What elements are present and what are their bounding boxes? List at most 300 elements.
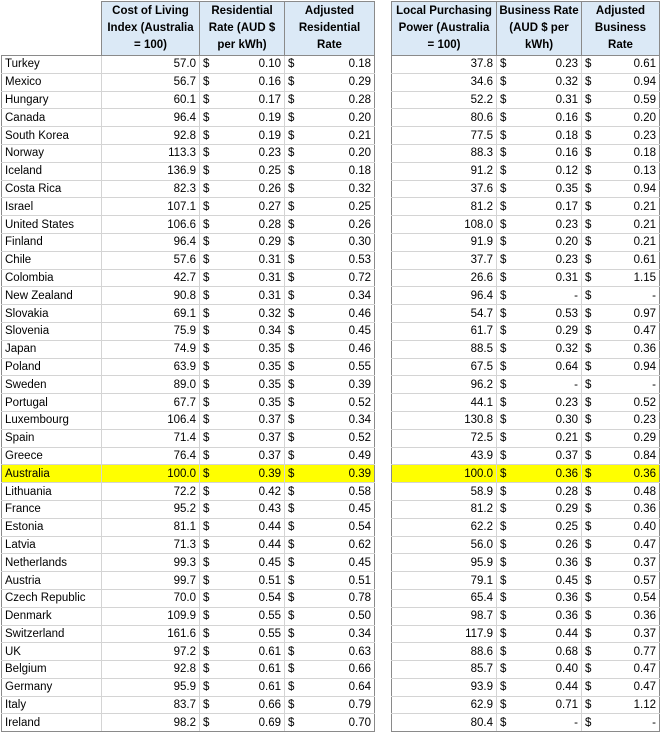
residential-rate-cell: 0.39 <box>214 465 285 483</box>
local-purchasing-power-cell: 37.8 <box>392 56 497 74</box>
currency-symbol: $ <box>200 269 214 287</box>
currency-symbol: $ <box>582 91 596 109</box>
local-purchasing-power-cell: 65.4 <box>392 589 497 607</box>
table-row <box>2 144 375 162</box>
table-row <box>392 714 660 732</box>
adjusted-residential-rate-cell: 0.58 <box>299 483 375 501</box>
table-row <box>392 572 660 590</box>
currency-symbol: $ <box>497 376 511 394</box>
table-row <box>392 340 660 358</box>
table-row <box>2 589 375 607</box>
currency-symbol: $ <box>497 589 511 607</box>
business-rate-cell: 0.23 <box>511 56 582 74</box>
local-purchasing-power-cell: 77.5 <box>392 127 497 145</box>
local-purchasing-power-cell: 52.2 <box>392 91 497 109</box>
cost-of-living-cell: 109.9 <box>102 607 200 625</box>
cost-of-living-cell: 76.4 <box>102 447 200 465</box>
adjusted-business-rate-cell: 0.20 <box>596 109 660 127</box>
currency-symbol: $ <box>285 180 299 198</box>
residential-rate-cell: 0.31 <box>214 251 285 269</box>
table-row <box>392 73 660 91</box>
cost-of-living-cell: 107.1 <box>102 198 200 216</box>
table-row <box>392 91 660 109</box>
table-row <box>392 233 660 251</box>
country-cell: Sweden <box>2 376 102 394</box>
adjusted-residential-rate-cell: 0.39 <box>299 465 375 483</box>
residential-rate-cell: 0.43 <box>214 500 285 518</box>
currency-symbol: $ <box>497 678 511 696</box>
residential-table <box>1 1 375 732</box>
residential-rate-cell: 0.61 <box>214 643 285 661</box>
currency-symbol: $ <box>582 411 596 429</box>
business-rate-cell: 0.35 <box>511 180 582 198</box>
table-row <box>392 678 660 696</box>
adjusted-business-rate-cell: 0.13 <box>596 162 660 180</box>
currency-symbol: $ <box>200 554 214 572</box>
table-row <box>2 305 375 323</box>
local-purchasing-power-cell: 88.6 <box>392 643 497 661</box>
currency-symbol: $ <box>497 607 511 625</box>
currency-symbol: $ <box>200 447 214 465</box>
local-purchasing-power-cell: 72.5 <box>392 429 497 447</box>
country-cell: Iceland <box>2 162 102 180</box>
adjusted-residential-rate-cell: 0.63 <box>299 643 375 661</box>
currency-symbol: $ <box>285 500 299 518</box>
adjusted-business-rate-cell: 1.15 <box>596 269 660 287</box>
currency-symbol: $ <box>285 536 299 554</box>
currency-symbol: $ <box>582 572 596 590</box>
residential-rate-cell: 0.35 <box>214 394 285 412</box>
table-row <box>392 322 660 340</box>
table-row <box>2 429 375 447</box>
cost-of-living-cell: 96.4 <box>102 109 200 127</box>
currency-symbol: $ <box>497 714 511 732</box>
currency-symbol: $ <box>497 305 511 323</box>
country-cell: Mexico <box>2 73 102 91</box>
cost-of-living-cell: 136.9 <box>102 162 200 180</box>
residential-table-body <box>2 56 375 732</box>
currency-symbol: $ <box>200 91 214 109</box>
currency-symbol: $ <box>200 429 214 447</box>
residential-rate-cell: 0.19 <box>214 109 285 127</box>
currency-symbol: $ <box>285 269 299 287</box>
adjusted-residential-rate-cell: 0.79 <box>299 696 375 714</box>
adjusted-business-rate-cell: 0.94 <box>596 180 660 198</box>
adjusted-business-rate-cell: 0.37 <box>596 625 660 643</box>
business-table-body <box>392 56 660 732</box>
adjusted-business-rate-cell: 0.21 <box>596 198 660 216</box>
table-row <box>392 144 660 162</box>
currency-symbol: $ <box>200 625 214 643</box>
business-rate-cell: - <box>511 714 582 732</box>
adjusted-business-rate-cell: 0.40 <box>596 518 660 536</box>
local-purchasing-power-cell: 80.6 <box>392 109 497 127</box>
cost-of-living-cell: 81.1 <box>102 518 200 536</box>
local-purchasing-power-cell: 54.7 <box>392 305 497 323</box>
currency-symbol: $ <box>200 572 214 590</box>
table-row <box>392 447 660 465</box>
currency-symbol: $ <box>285 233 299 251</box>
residential-rate-cell: 0.34 <box>214 322 285 340</box>
country-cell: Switzerland <box>2 625 102 643</box>
currency-symbol: $ <box>497 269 511 287</box>
currency-symbol: $ <box>582 678 596 696</box>
adjusted-business-rate-cell: 0.48 <box>596 483 660 501</box>
local-purchasing-power-cell: 44.1 <box>392 394 497 412</box>
cost-of-living-cell: 106.4 <box>102 411 200 429</box>
table-row <box>2 536 375 554</box>
currency-symbol: $ <box>200 394 214 412</box>
currency-symbol: $ <box>200 305 214 323</box>
adjusted-residential-rate-cell: 0.34 <box>299 625 375 643</box>
adjusted-residential-rate-cell: 0.53 <box>299 251 375 269</box>
residential-rate-cell: 0.55 <box>214 607 285 625</box>
left-header-row <box>2 2 375 56</box>
adjusted-business-rate-cell: 0.84 <box>596 447 660 465</box>
country-cell: Slovakia <box>2 305 102 323</box>
currency-symbol: $ <box>497 127 511 145</box>
country-cell: Latvia <box>2 536 102 554</box>
table-row <box>2 340 375 358</box>
table-row <box>392 394 660 412</box>
local-purchasing-power-cell: 43.9 <box>392 447 497 465</box>
currency-symbol: $ <box>200 162 214 180</box>
adjusted-business-rate-cell: 0.47 <box>596 536 660 554</box>
cost-of-living-cell: 95.9 <box>102 678 200 696</box>
currency-symbol: $ <box>582 429 596 447</box>
currency-symbol: $ <box>285 251 299 269</box>
adjusted-residential-rate-cell: 0.45 <box>299 322 375 340</box>
country-cell: Greece <box>2 447 102 465</box>
local-purchasing-power-cell: 62.2 <box>392 518 497 536</box>
currency-symbol: $ <box>200 358 214 376</box>
adjusted-residential-rate-cell: 0.26 <box>299 216 375 234</box>
currency-symbol: $ <box>582 500 596 518</box>
currency-symbol: $ <box>285 376 299 394</box>
adjusted-residential-rate-cell: 0.28 <box>299 91 375 109</box>
cost-of-living-cell: 97.2 <box>102 643 200 661</box>
table-row <box>392 269 660 287</box>
table-row <box>2 216 375 234</box>
adjusted-business-rate-cell: 0.47 <box>596 661 660 679</box>
local-purchasing-power-cell: 80.4 <box>392 714 497 732</box>
business-rate-cell: - <box>511 376 582 394</box>
currency-symbol: $ <box>285 429 299 447</box>
country-cell: South Korea <box>2 127 102 145</box>
residential-rate-cell: 0.44 <box>214 518 285 536</box>
currency-symbol: $ <box>497 144 511 162</box>
residential-rate-cell: 0.27 <box>214 198 285 216</box>
table-row <box>392 483 660 501</box>
currency-symbol: $ <box>285 643 299 661</box>
currency-symbol: $ <box>285 447 299 465</box>
adjusted-business-rate-cell: 0.29 <box>596 429 660 447</box>
currency-symbol: $ <box>285 696 299 714</box>
currency-symbol: $ <box>285 465 299 483</box>
currency-symbol: $ <box>582 589 596 607</box>
local-purchasing-power-cell: 81.2 <box>392 500 497 518</box>
table-row <box>392 56 660 74</box>
country-cell: Belgium <box>2 661 102 679</box>
currency-symbol: $ <box>582 447 596 465</box>
currency-symbol: $ <box>497 572 511 590</box>
adjusted-residential-rate-cell: 0.64 <box>299 678 375 696</box>
business-rate-cell: 0.21 <box>511 429 582 447</box>
currency-symbol: $ <box>200 411 214 429</box>
local-purchasing-power-cell: 37.6 <box>392 180 497 198</box>
country-header <box>2 2 102 56</box>
currency-symbol: $ <box>200 607 214 625</box>
country-cell: United States <box>2 216 102 234</box>
cost-of-living-cell: 95.2 <box>102 500 200 518</box>
cost-of-living-cell: 63.9 <box>102 358 200 376</box>
currency-symbol: $ <box>497 465 511 483</box>
local-purchasing-power-cell: 88.5 <box>392 340 497 358</box>
table-row <box>2 109 375 127</box>
local-purchasing-power-header: Local Purchasing Power (Australia = 100) <box>392 2 497 56</box>
currency-symbol: $ <box>497 554 511 572</box>
adjusted-residential-rate-cell: 0.20 <box>299 109 375 127</box>
local-purchasing-power-cell: 98.7 <box>392 607 497 625</box>
cost-of-living-cell: 96.4 <box>102 233 200 251</box>
cost-of-living-cell: 75.9 <box>102 322 200 340</box>
table-row <box>2 411 375 429</box>
adjusted-residential-rate-cell: 0.34 <box>299 411 375 429</box>
cost-of-living-cell: 92.8 <box>102 127 200 145</box>
adjusted-residential-rate-cell: 0.78 <box>299 589 375 607</box>
table-row <box>392 518 660 536</box>
currency-symbol: $ <box>200 127 214 145</box>
adjusted-residential-rate-cell: 0.45 <box>299 554 375 572</box>
currency-symbol: $ <box>582 322 596 340</box>
residential-rate-cell: 0.37 <box>214 429 285 447</box>
table-row <box>2 376 375 394</box>
cost-of-living-cell: 69.1 <box>102 305 200 323</box>
business-rate-cell: 0.30 <box>511 411 582 429</box>
business-rate-cell: 0.44 <box>511 678 582 696</box>
table-row <box>2 714 375 732</box>
adjusted-business-rate-cell: 0.61 <box>596 56 660 74</box>
local-purchasing-power-cell: 26.6 <box>392 269 497 287</box>
residential-rate-cell: 0.42 <box>214 483 285 501</box>
table-row <box>2 643 375 661</box>
currency-symbol: $ <box>497 109 511 127</box>
currency-symbol: $ <box>200 180 214 198</box>
cost-of-living-cell: 113.3 <box>102 144 200 162</box>
currency-symbol: $ <box>285 625 299 643</box>
currency-symbol: $ <box>497 625 511 643</box>
business-rate-cell: 0.40 <box>511 661 582 679</box>
country-cell: Germany <box>2 678 102 696</box>
currency-symbol: $ <box>200 56 214 74</box>
business-rate-cell: 0.28 <box>511 483 582 501</box>
currency-symbol: $ <box>582 233 596 251</box>
table-row <box>2 162 375 180</box>
business-rate-cell: 0.23 <box>511 216 582 234</box>
currency-symbol: $ <box>200 216 214 234</box>
cost-of-living-header: Cost of Living Index (Australia = 100) <box>102 2 200 56</box>
table-row <box>392 589 660 607</box>
table-row <box>392 358 660 376</box>
table-row <box>392 554 660 572</box>
currency-symbol: $ <box>285 572 299 590</box>
table-row <box>392 661 660 679</box>
currency-symbol: $ <box>582 518 596 536</box>
table-row <box>392 127 660 145</box>
adjusted-residential-rate-cell: 0.25 <box>299 198 375 216</box>
country-cell: Costa Rica <box>2 180 102 198</box>
table-row <box>2 127 375 145</box>
table-row <box>2 465 375 483</box>
business-rate-cell: 0.45 <box>511 572 582 590</box>
currency-symbol: $ <box>285 127 299 145</box>
table-row <box>2 322 375 340</box>
currency-symbol: $ <box>497 73 511 91</box>
table-row <box>2 572 375 590</box>
currency-symbol: $ <box>497 447 511 465</box>
country-cell: Colombia <box>2 269 102 287</box>
residential-rate-cell: 0.10 <box>214 56 285 74</box>
country-cell: Italy <box>2 696 102 714</box>
local-purchasing-power-cell: 108.0 <box>392 216 497 234</box>
currency-symbol: $ <box>285 589 299 607</box>
currency-symbol: $ <box>582 607 596 625</box>
currency-symbol: $ <box>497 483 511 501</box>
business-rate-cell: 0.32 <box>511 340 582 358</box>
business-rate-cell: 0.71 <box>511 696 582 714</box>
table-row <box>2 287 375 305</box>
cost-of-living-cell: 71.4 <box>102 429 200 447</box>
adjusted-residential-rate-cell: 0.54 <box>299 518 375 536</box>
country-cell: Norway <box>2 144 102 162</box>
adjusted-business-rate-cell: 0.52 <box>596 394 660 412</box>
adjusted-business-rate-cell: 0.36 <box>596 465 660 483</box>
residential-rate-cell: 0.16 <box>214 73 285 91</box>
local-purchasing-power-cell: 62.9 <box>392 696 497 714</box>
residential-rate-cell: 0.17 <box>214 91 285 109</box>
currency-symbol: $ <box>200 376 214 394</box>
business-rate-cell: 0.68 <box>511 643 582 661</box>
business-rate-cell: 0.17 <box>511 198 582 216</box>
residential-rate-cell: 0.45 <box>214 554 285 572</box>
cost-of-living-cell: 72.2 <box>102 483 200 501</box>
adjusted-business-rate-cell: 0.94 <box>596 73 660 91</box>
adjusted-residential-rate-cell: 0.29 <box>299 73 375 91</box>
residential-rate-header: Residential Rate (AUD $ per kWh) <box>200 2 285 56</box>
local-purchasing-power-cell: 117.9 <box>392 625 497 643</box>
business-rate-cell: 0.36 <box>511 554 582 572</box>
cost-of-living-cell: 70.0 <box>102 589 200 607</box>
local-purchasing-power-cell: 56.0 <box>392 536 497 554</box>
cost-of-living-cell: 42.7 <box>102 269 200 287</box>
table-row <box>392 109 660 127</box>
adjusted-business-rate-cell: 0.37 <box>596 554 660 572</box>
local-purchasing-power-cell: 79.1 <box>392 572 497 590</box>
currency-symbol: $ <box>200 144 214 162</box>
country-cell: Portugal <box>2 394 102 412</box>
currency-symbol: $ <box>497 518 511 536</box>
currency-symbol: $ <box>200 322 214 340</box>
table-row <box>2 607 375 625</box>
residential-rate-cell: 0.29 <box>214 233 285 251</box>
cost-of-living-cell: 56.7 <box>102 73 200 91</box>
currency-symbol: $ <box>497 233 511 251</box>
residential-rate-cell: 0.31 <box>214 287 285 305</box>
business-rate-cell: 0.26 <box>511 536 582 554</box>
table-row <box>2 91 375 109</box>
business-rate-cell: 0.31 <box>511 91 582 109</box>
table-row <box>2 180 375 198</box>
country-cell: Spain <box>2 429 102 447</box>
currency-symbol: $ <box>582 287 596 305</box>
adjusted-residential-rate-cell: 0.18 <box>299 162 375 180</box>
country-cell: Czech Republic <box>2 589 102 607</box>
table-row <box>392 500 660 518</box>
local-purchasing-power-cell: 93.9 <box>392 678 497 696</box>
country-cell: Netherlands <box>2 554 102 572</box>
currency-symbol: $ <box>200 518 214 536</box>
business-rate-cell: 0.25 <box>511 518 582 536</box>
currency-symbol: $ <box>582 305 596 323</box>
country-cell: UK <box>2 643 102 661</box>
currency-symbol: $ <box>200 500 214 518</box>
adjusted-business-rate-cell: 0.23 <box>596 127 660 145</box>
business-rate-cell: 0.29 <box>511 500 582 518</box>
currency-symbol: $ <box>285 198 299 216</box>
table-row <box>392 198 660 216</box>
table-row <box>2 696 375 714</box>
currency-symbol: $ <box>497 661 511 679</box>
currency-symbol: $ <box>285 91 299 109</box>
business-rate-cell: 0.12 <box>511 162 582 180</box>
currency-symbol: $ <box>582 180 596 198</box>
local-purchasing-power-cell: 88.3 <box>392 144 497 162</box>
country-cell: Denmark <box>2 607 102 625</box>
table-row <box>392 305 660 323</box>
table-row <box>392 216 660 234</box>
currency-symbol: $ <box>200 465 214 483</box>
business-rate-cell: 0.31 <box>511 269 582 287</box>
country-cell: Ireland <box>2 714 102 732</box>
currency-symbol: $ <box>497 216 511 234</box>
adjusted-residential-rate-cell: 0.51 <box>299 572 375 590</box>
currency-symbol: $ <box>582 109 596 127</box>
adjusted-residential-rate-cell: 0.49 <box>299 447 375 465</box>
currency-symbol: $ <box>497 251 511 269</box>
residential-rate-cell: 0.32 <box>214 305 285 323</box>
residential-rate-cell: 0.69 <box>214 714 285 732</box>
adjusted-residential-rate-cell: 0.45 <box>299 500 375 518</box>
currency-symbol: $ <box>582 536 596 554</box>
currency-symbol: $ <box>582 269 596 287</box>
currency-symbol: $ <box>582 127 596 145</box>
currency-symbol: $ <box>285 73 299 91</box>
currency-symbol: $ <box>285 483 299 501</box>
adjusted-business-rate-cell: - <box>596 376 660 394</box>
currency-symbol: $ <box>285 678 299 696</box>
currency-symbol: $ <box>200 661 214 679</box>
cost-of-living-cell: 161.6 <box>102 625 200 643</box>
table-row <box>2 73 375 91</box>
adjusted-residential-rate-cell: 0.21 <box>299 127 375 145</box>
business-rate-cell: 0.18 <box>511 127 582 145</box>
country-cell: Chile <box>2 251 102 269</box>
currency-symbol: $ <box>497 340 511 358</box>
currency-symbol: $ <box>285 358 299 376</box>
currency-symbol: $ <box>497 162 511 180</box>
table-row <box>392 251 660 269</box>
table-row <box>2 625 375 643</box>
